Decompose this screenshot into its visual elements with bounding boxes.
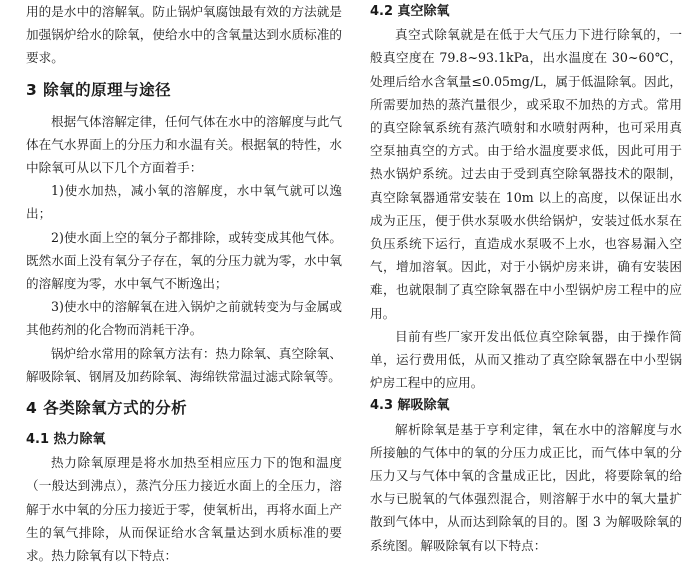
paragraph-vacuum-deaeration: 真空式除氧就是在低于大气压力下进行除氧的，一般真空度在 79.8~93.1kPa，出水温度在 30~60℃，处理后给水含氧量≤0.05mg/L，属于低温除氧。因此，所需要加热的蒸汽量很少，或采取不加热的方式。常用的真空除氧系统有蒸汽喷射和水喷射两种，也可采用真空泵抽真空的方式。由于给水温度要求低，因此可用于热水锅炉系统。过去由于受到真空除氧器技术的限制，真空除氧器通常安装在 10m 以上的高度，以保证出水成为正压，便于供水泵吸水供给锅炉，安装过低水泵在负压系统下运行，直造成水泵吸不上水，也容易漏入空气，增加溶氧。因此，对于小锅炉房来讲，确有安装困难，也就限制了真空除氧器在中小型锅炉房工程中的应用。 — [370, 27, 682, 321]
list-item-2: 2)使水面上空的氧分子都排除，或转变成其他气体。既然水面上没有氧分子存在，氧的分压力就为零，水中氧的溶解度为零，水中氧气不断逸出； — [26, 229, 342, 292]
paragraph-oxygen-corrosion: 用的是水中的溶解氧。防止锅炉氧腐蚀最有效的方法就是加强锅炉给水的除氧，使给水中的含氧量达到水质标准的要求。 — [26, 4, 342, 66]
section-4-2-heading: 4.2 真空除氧 — [370, 4, 450, 19]
section-4-1-heading: 4.1 热力除氧 — [26, 432, 106, 448]
section-3-heading: 3 除氧的原理与途径 — [26, 80, 172, 99]
section-4-heading: 4 各类除氧方式的分析 — [26, 399, 188, 418]
left-column — [26, 0, 342, 567]
section-4-3-heading: 4.3 解吸除氧 — [370, 398, 450, 414]
list-item-1: 1)使水加热，减小氧的溶解度，水中氧气就可以逸出； — [26, 183, 342, 222]
paragraph-methods: 锅炉给水常用的除氧方法有：热力除氧、真空除氧、解吸除氧、钢屑及加药除氧、海绵铁常温过滤式除氧等。 — [26, 345, 342, 384]
paragraph-thermal-deaeration: 热力除氧原理是将水加热至相应压力下的饱和温度（一般达到沸点），蒸汽分压力接近水面上的全压力，溶解于水中氧的分压力接近于零，使氧析出，再将水面上产生的氧气排除，从而保证给水含氧量达到水质标准的要求。热力除氧有以下特点： — [26, 455, 342, 564]
right-column — [370, 0, 682, 557]
paragraph-gas-law: 根据气体溶解定律，任何气体在水中的溶解度与此气体在气水界面上的分压力和水温有关。根据氧的特性，水中除氧可从以下几个方面着手： — [26, 113, 342, 176]
paragraph-low-position-deaerator: 目前有些厂家开发出低位真空除氧器，由于操作简单，运行费用低，从而又推动了真空除氧器在中小型锅炉房工程中的应用。 — [370, 328, 682, 391]
paragraph-desorption-deaeration: 解析除氧是基于亨利定律，氧在水中的溶解度与水所接触的气体中的氧的分压力成正比，而气体中氧的分压力又与气体中氧的含量成正比，因此，将要除氧的给水与已脱氧的气体强烈混合，则溶解于水中的氧大量扩散到气体中，从而达到除氧的目的。图 3 为解吸除氧的系统图。解吸除氧有以下特点： — [370, 421, 682, 553]
list-item-3: 3)使水中的溶解氧在进入锅炉之前就转变为与金属或其他药剂的化合物而消耗干净。 — [26, 299, 342, 338]
